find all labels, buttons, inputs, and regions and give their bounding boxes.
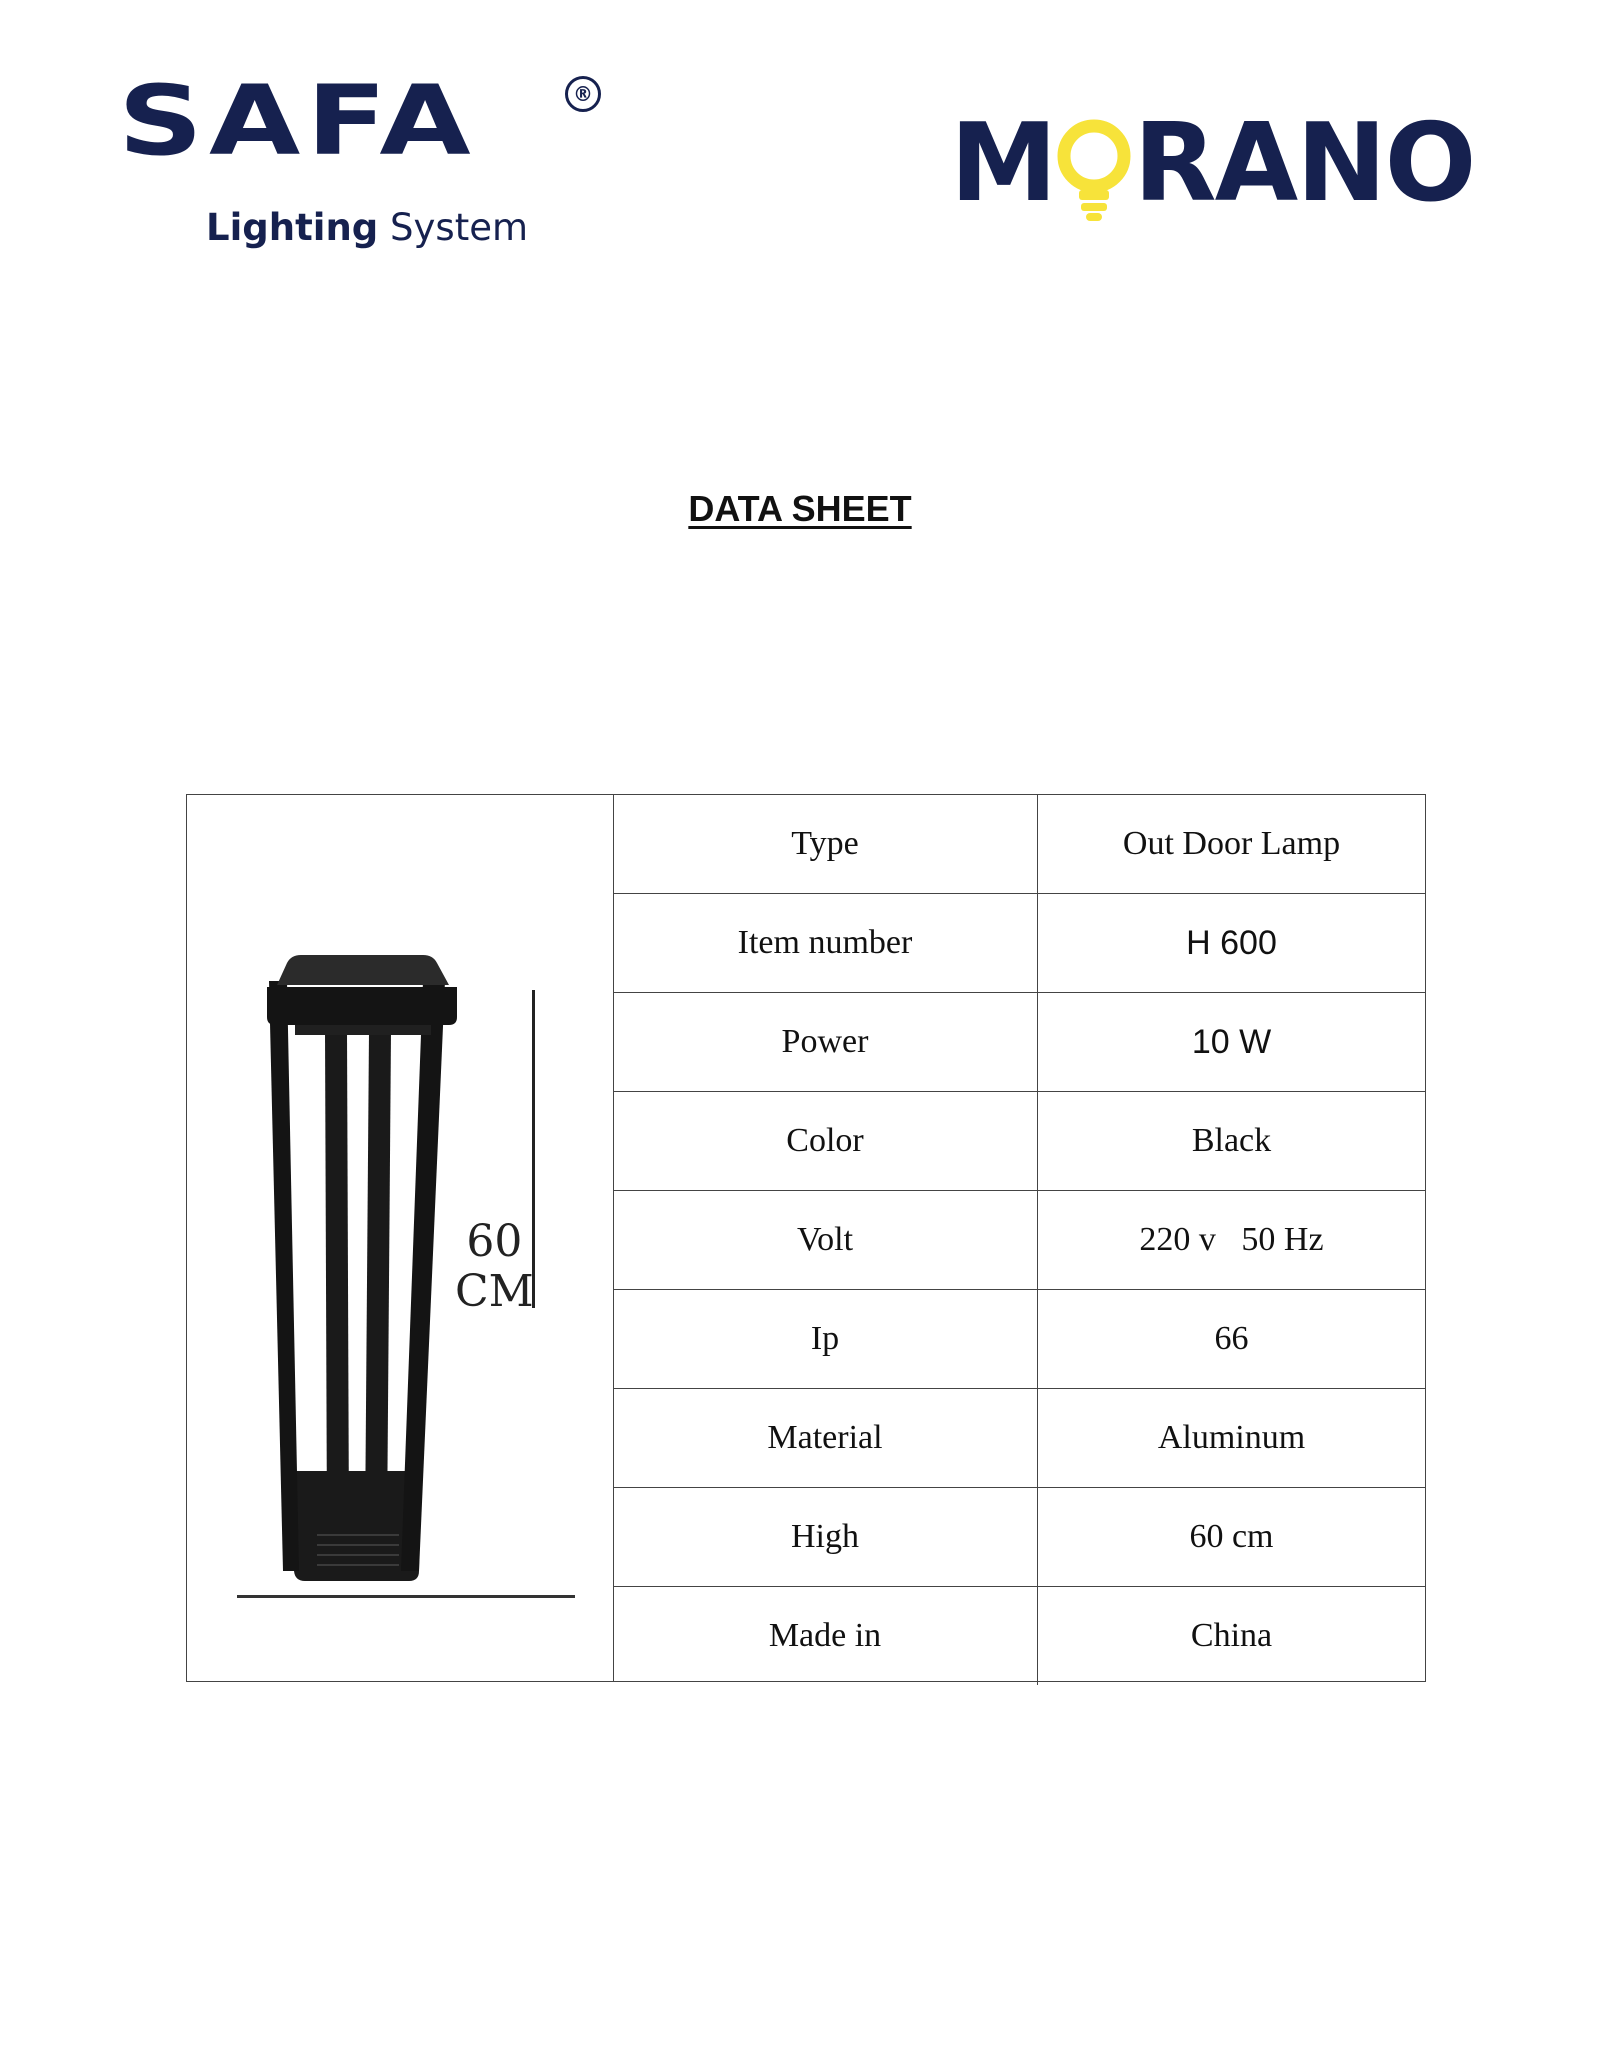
table-row	[613, 894, 1425, 993]
table-row	[613, 1488, 1425, 1587]
spec-label: High	[613, 1488, 1038, 1587]
spec-value: Out Door Lamp	[1038, 795, 1426, 894]
spec-value: China	[1038, 1587, 1426, 1686]
spec-label: Material	[613, 1389, 1038, 1488]
safa-tagline	[206, 206, 528, 249]
spec-label: Made in	[613, 1587, 1038, 1686]
outdoor-lamp-image	[187, 795, 613, 1681]
table-row	[613, 1290, 1425, 1389]
table-row	[613, 795, 1425, 894]
safa-tagline-bold: Lighting	[206, 206, 379, 249]
registered-mark: ®	[565, 76, 601, 112]
table-row	[613, 1389, 1425, 1488]
safa-logo	[118, 63, 608, 262]
product-image-cell	[187, 795, 614, 1681]
spec-label: Item number	[613, 894, 1038, 993]
dimension-label	[455, 1217, 534, 1317]
dimension-unit: CM	[455, 1266, 534, 1317]
table-row	[613, 993, 1425, 1092]
spec-value: H 600	[1038, 894, 1426, 993]
morano-logo	[950, 101, 1490, 260]
lightbulb-icon	[1057, 110, 1131, 210]
table-row	[613, 1092, 1425, 1191]
spec-label: Volt	[613, 1191, 1038, 1290]
spec-value: 66	[1038, 1290, 1426, 1389]
table-row	[613, 1191, 1425, 1290]
spec-label: Power	[613, 993, 1038, 1092]
spec-label: Type	[613, 795, 1038, 894]
page-title: DATA SHEET	[688, 488, 912, 529]
spec-value: Aluminum	[1038, 1389, 1426, 1488]
specs-table	[613, 795, 1425, 1685]
safa-tagline-rest: System	[378, 206, 529, 249]
spec-value: 10 W	[1038, 993, 1426, 1092]
spec-label: Color	[613, 1092, 1038, 1191]
safa-wordmark: SAFA	[118, 63, 477, 177]
morano-text-end: RANO	[1133, 101, 1475, 226]
table-row	[613, 1587, 1425, 1686]
dimension-value: 60	[466, 1216, 523, 1267]
data-sheet-table	[186, 794, 1426, 1682]
spec-label: Ip	[613, 1290, 1038, 1389]
spec-value: Black	[1038, 1092, 1426, 1191]
morano-text-start: M	[950, 101, 1056, 226]
spec-value: 220 v 50 Hz	[1038, 1191, 1426, 1290]
spec-value: 60 cm	[1038, 1488, 1426, 1587]
